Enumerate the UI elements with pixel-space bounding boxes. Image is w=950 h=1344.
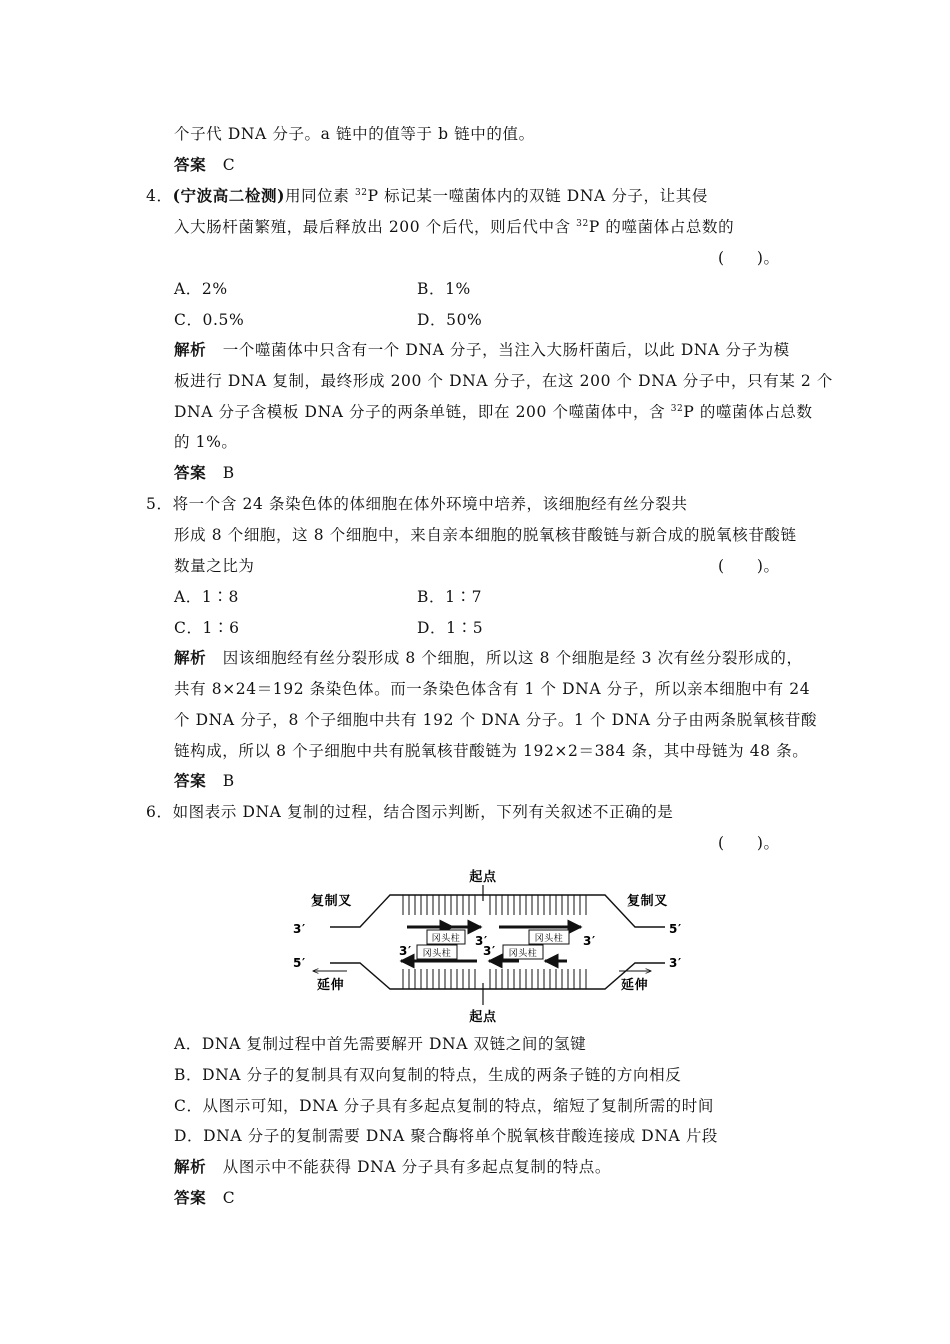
q5-stem-line1 <box>146 494 688 514</box>
end-label: 5′ <box>293 956 306 970</box>
fragment-label: 冈头柱 <box>422 949 452 959</box>
q4-option-c: C．0.5% <box>174 311 245 329</box>
q5-answer <box>174 771 235 791</box>
q6-option-b: B．DNA 分子的复制具有双向复制的特点，生成的两条子链的方向相反 <box>174 1066 682 1084</box>
fragment-label: 冈头柱 <box>431 934 461 944</box>
answer-label: 答案 <box>174 463 207 482</box>
bottom-bond-ticks <box>403 969 586 989</box>
q4-text: 用同位素 <box>285 187 355 205</box>
q4-option-b: B．1% <box>417 280 471 298</box>
q4-answer-blank: ( )。 <box>718 249 780 267</box>
q4-text: P 的噬菌体占总数的 <box>588 218 735 236</box>
q4-analysis-line1 <box>174 340 790 360</box>
q5-option-b: B．1∶7 <box>417 588 483 606</box>
q5-analysis-line3: 个 DNA 分子，8 个子细胞中共有 192 个 DNA 分子。1 个 DNA 分子由两条脱氧核苷酸 <box>174 711 818 729</box>
q4-analysis-line2: 板进行 DNA 复制，最终形成 200 个 DNA 分子，在这 200 个 DNA 分子中，只有某 2 个 <box>174 372 834 390</box>
q5-option-c: C．1∶6 <box>174 619 240 637</box>
question-source: (宁波高二检测) <box>172 186 286 205</box>
question-number: 5． <box>146 495 173 513</box>
q5-analysis-line4: 链构成，所以 8 个子细胞中共有脱氧核苷酸链为 192×2＝384 条，其中母链为 48 条。 <box>174 742 809 760</box>
end-label: 3′ <box>475 934 488 948</box>
fragment-label: 冈头柱 <box>534 934 564 944</box>
q6-analysis-line1 <box>174 1157 611 1177</box>
analysis-text: DNA 分子含模板 DNA 分子的两条单链，即在 200 个噬菌体中，含 <box>174 403 671 421</box>
superscript: 32 <box>354 188 368 198</box>
analysis-text: 一个噬菌体中只含有一个 DNA 分子，当注入大肠杆菌后，以此 DNA 分子为模 <box>222 341 790 359</box>
q4-text: P 标记某一噬菌体内的双链 DNA 分子，让其侵 <box>367 187 708 205</box>
analysis-text: P 的噬菌体占总数 <box>683 403 813 421</box>
q5-stem-line2: 形成 8 个细胞，这 8 个细胞中，来自亲本细胞的脱氧核苷酸链与新合成的脱氧核苷酸链 <box>174 526 797 544</box>
prev-analysis-line: 个子代 DNA 分子。a 链中的值等于 b 链中的值。 <box>174 125 535 143</box>
q4-stem-line1 <box>146 186 708 206</box>
origin-label-bottom: 起点 <box>469 1010 497 1025</box>
q5-answer-blank: ( )。 <box>718 557 780 575</box>
answer-value: C <box>222 156 236 174</box>
q6-answer <box>174 1188 235 1208</box>
q6-option-d: D．DNA 分子的复制需要 DNA 聚合酶将单个脱氧核苷酸连接成 DNA 片段 <box>174 1127 719 1145</box>
bottom-parent-strand <box>330 963 665 989</box>
q6-stem-line1 <box>146 802 673 822</box>
answer-value: B <box>222 464 235 482</box>
q4-stem-line2 <box>174 217 734 237</box>
end-label: 3′ <box>583 934 596 948</box>
answer-value: C <box>222 1189 236 1207</box>
q5-stem-line3: 数量之比为 <box>174 557 255 575</box>
q6-answer-blank: ( )。 <box>718 834 780 852</box>
analysis-label: 解析 <box>174 1157 207 1176</box>
prev-answer <box>174 155 235 175</box>
origin-label-top: 起点 <box>469 870 497 885</box>
fork-label-left: 复制叉 <box>311 894 352 909</box>
top-parent-strand <box>330 895 665 927</box>
q5-analysis-line2: 共有 8×24＝192 条染色体。而一条染色体含有 1 个 DNA 分子，所以亲本细胞中有 24 <box>174 680 811 698</box>
top-bond-ticks <box>403 895 586 915</box>
q4-option-a: A．2% <box>174 280 228 298</box>
q5-text: 将一个含 24 条染色体的体细胞在体外环境中培养，该细胞经有丝分裂共 <box>172 495 688 513</box>
fragment-label: 冈头柱 <box>508 949 538 959</box>
answer-label: 答案 <box>174 155 207 174</box>
q4-analysis-line4: 的 1%。 <box>174 433 238 451</box>
end-label: 3′ <box>483 944 496 958</box>
extend-label-left: 延伸 <box>317 978 345 993</box>
question-number: 4． <box>146 187 173 205</box>
q4-analysis-line3 <box>174 402 813 422</box>
answer-value: B <box>222 772 235 790</box>
superscript: 32 <box>576 219 589 229</box>
dna-replication-diagram <box>285 865 705 1025</box>
superscript: 32 <box>670 404 684 414</box>
q6-text: 如图表示 DNA 复制的过程，结合图示判断，下列有关叙述不正确的是 <box>172 803 674 821</box>
q5-option-a: A．1∶8 <box>174 588 239 606</box>
q4-option-d: D．50% <box>417 311 483 329</box>
extend-label-right: 延伸 <box>621 978 649 993</box>
end-label: 3′ <box>293 922 306 936</box>
analysis-label: 解析 <box>174 648 207 667</box>
answer-label: 答案 <box>174 771 207 790</box>
q6-option-c: C．从图示可知，DNA 分子具有多起点复制的特点，缩短了复制所需的时间 <box>174 1097 714 1115</box>
question-number: 6． <box>146 803 173 821</box>
analysis-text: 从图示中不能获得 DNA 分子具有多起点复制的特点。 <box>222 1158 611 1176</box>
end-label: 3′ <box>669 956 682 970</box>
q4-answer <box>174 463 235 483</box>
q5-option-d: D．1∶5 <box>417 619 484 637</box>
q5-analysis-line1 <box>174 648 803 668</box>
answer-label: 答案 <box>174 1188 207 1207</box>
analysis-text: 因该细胞经有丝分裂形成 8 个细胞，所以这 8 个细胞是经 3 次有丝分裂形成的， <box>222 649 803 667</box>
end-label: 3′ <box>399 944 412 958</box>
analysis-label: 解析 <box>174 340 207 359</box>
fork-label-right: 复制叉 <box>627 894 668 909</box>
end-label: 5′ <box>669 922 682 936</box>
q6-option-a: A．DNA 复制过程中首先需要解开 DNA 双链之间的氢键 <box>174 1035 587 1053</box>
q4-text: 入大肠杆菌繁殖，最后释放出 200 个后代，则后代中含 <box>174 218 577 236</box>
